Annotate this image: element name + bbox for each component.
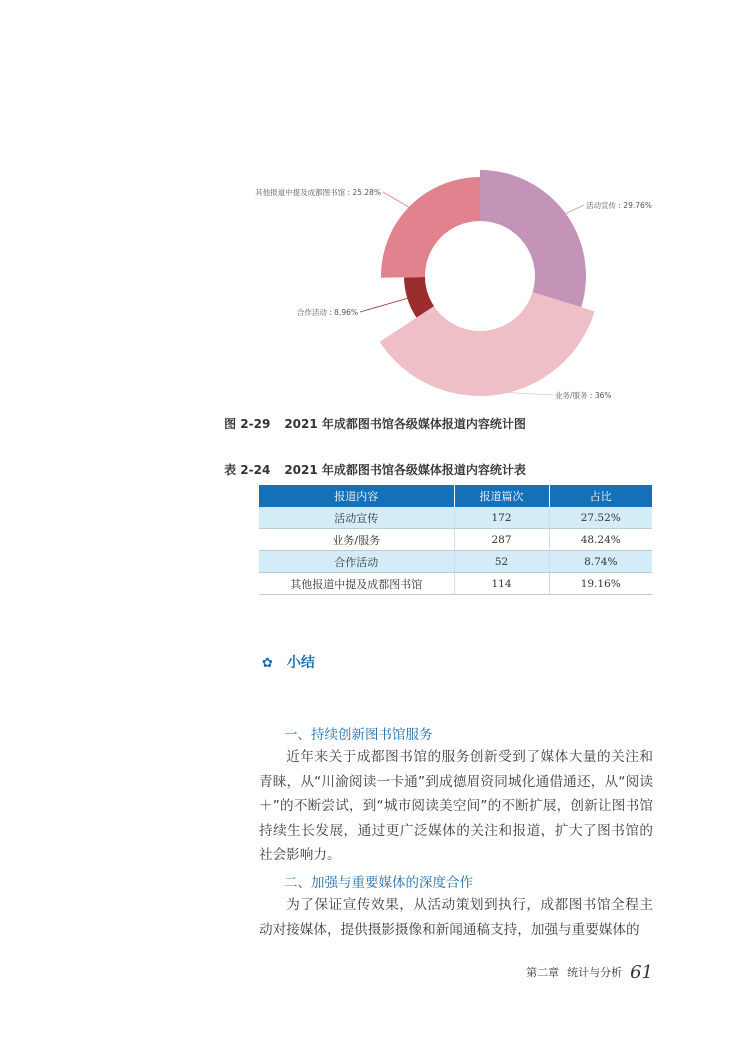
table-row	[259, 529, 652, 551]
table-cell-content: 其他报道中提及成都图书馆	[259, 573, 454, 595]
summary-title: 小结	[286, 655, 315, 671]
table-cell-ratio: 48.24%	[549, 529, 652, 551]
leader-line	[563, 205, 584, 215]
section-paragraph: 近年来关于成都图书馆的服务创新受到了媒体大量的关注和青睐，从“川渝阅读一卡通”到成德眉资同城化通借通还，从“阅读＋”的不断尝试，到“城市阅读美空间”的不断扩展，创新让图书馆持续生长发展，通过更广泛媒体的关注和报道，扩大了图书馆的社会影响力。	[259, 749, 653, 863]
table-cell-count: 52	[454, 551, 549, 573]
table-cell-content: 业务/服务	[259, 529, 454, 551]
table-cell-ratio: 8.74%	[549, 551, 652, 573]
table-cell-count: 172	[454, 507, 549, 529]
figure-number: 图 2-29	[224, 417, 271, 431]
table-caption	[0, 461, 750, 478]
page-number: 61	[630, 962, 653, 983]
table-header-row	[259, 485, 652, 507]
section-paragraph: 为了保证宣传效果，从活动策划到执行，成都图书馆全程主动对接媒体，提供摄影摄像和新闻通稿支持，加强与重要媒体的	[259, 897, 653, 938]
donut-slice	[381, 177, 480, 278]
table-cell-content: 活动宣传	[259, 507, 454, 529]
table-header-count: 报道篇次	[454, 485, 549, 507]
table-cell-ratio: 19.16%	[549, 573, 652, 595]
donut-slice	[480, 170, 586, 307]
slice-label: 其他报道中提及成都图书馆 : 25.28%	[255, 188, 381, 197]
slice-label: 活动宣传 : 29.76%	[586, 201, 652, 210]
table-cell-count: 287	[454, 529, 549, 551]
footer-chapter: 第二章	[526, 966, 560, 979]
page-footer	[526, 962, 653, 983]
section-heading: 二、加强与重要媒体的深度合作	[284, 875, 473, 891]
footer-section: 统计与分析	[567, 966, 623, 979]
stats-table	[259, 485, 652, 595]
flower-icon: ✿	[262, 656, 273, 671]
leader-line	[360, 298, 410, 312]
table-cell-ratio: 27.52%	[549, 507, 652, 529]
section-heading: 一、持续创新图书馆服务	[284, 727, 433, 743]
table-row	[259, 551, 652, 573]
leader-line	[383, 192, 412, 209]
leader-line	[496, 392, 553, 395]
table-header-content: 报道内容	[259, 485, 454, 507]
summary-heading	[262, 652, 315, 672]
table-cell-content: 合作活动	[259, 551, 454, 573]
figure-caption	[0, 415, 750, 432]
table-row	[259, 507, 652, 529]
donut-chart	[255, 160, 652, 410]
table-row	[259, 573, 652, 595]
table-number: 表 2-24	[224, 463, 271, 477]
figure-title: 2021 年成都图书馆各级媒体报道内容统计图	[284, 417, 526, 431]
slice-label: 业务/服务 : 36%	[555, 391, 612, 400]
slice-label: 合作活动 : 8.96%	[296, 308, 358, 317]
table-title: 2021 年成都图书馆各级媒体报道内容统计表	[284, 463, 526, 477]
table-header-ratio: 占比	[549, 485, 652, 507]
table-cell-count: 114	[454, 573, 549, 595]
chart-slices	[380, 170, 595, 396]
